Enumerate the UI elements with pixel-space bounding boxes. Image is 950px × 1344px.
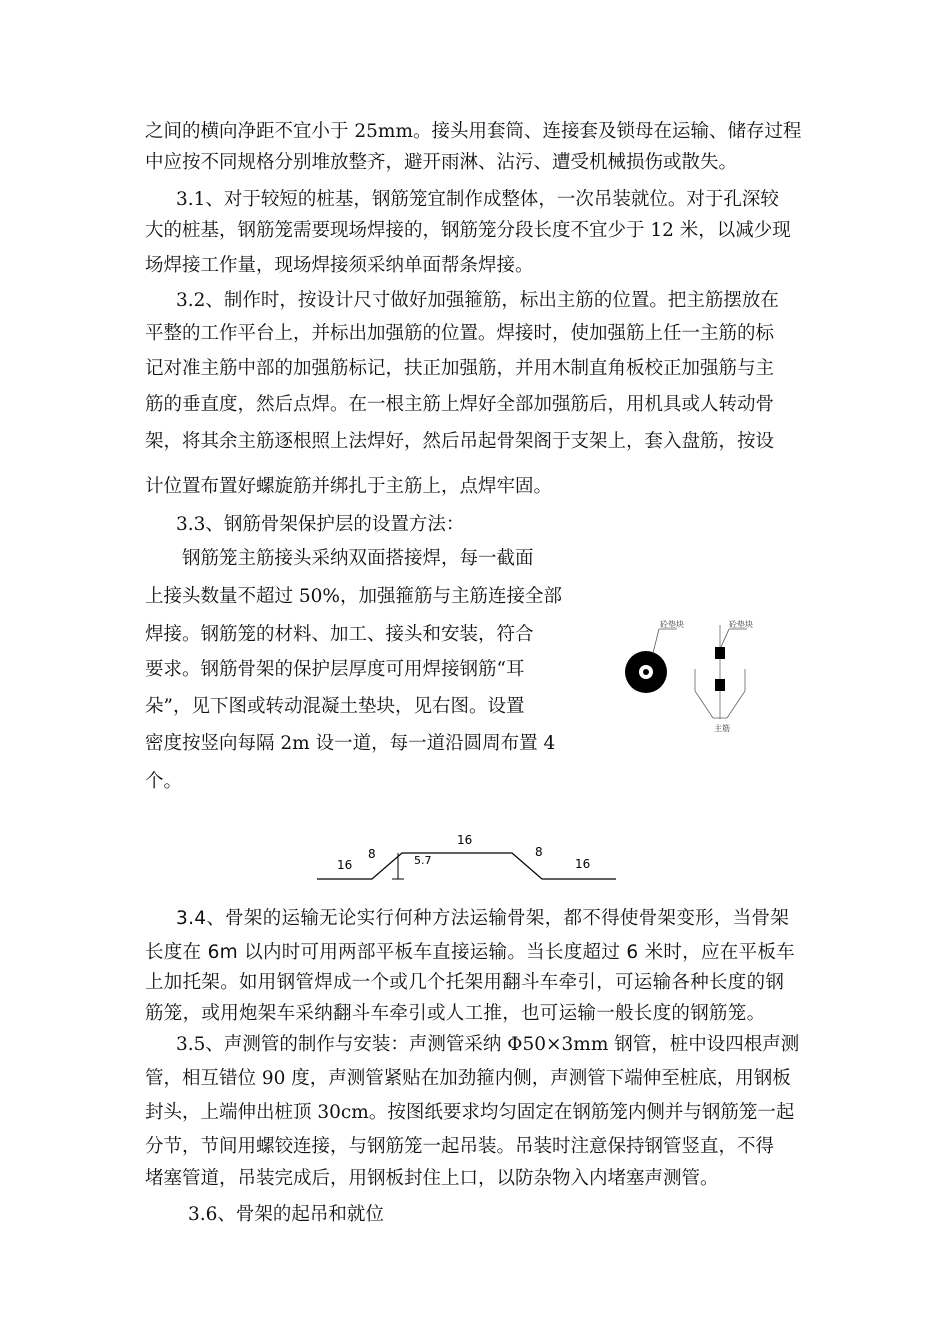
ear-seg-left-slope: 8 [368, 847, 376, 861]
paragraph-3-2-line: 3.2、制作时，按设计尺寸做好加强箍筋，标出主筋的位置。把主筋摆放在 [176, 290, 779, 311]
paragraph-3-6-heading: 3.6、骨架的起吊和就位 [188, 1204, 384, 1225]
text-line: 分节，节间用螺铰连接，与钢筋笼一起吊装。吊装时注意保持钢管竖直，不得 [145, 1136, 775, 1157]
spacer-disc-hole [643, 669, 649, 675]
text-line: 密度按竖向每隔 2m 设一道，每一道沿圆周布置 4 [145, 733, 556, 754]
text-line: 中应按不同规格分别堆放整齐，避开雨淋、沾污、遭受机械损伤或散失。 [145, 152, 738, 173]
text-line: 计位置布置好螺旋筋并绑扎于主筋上，点焊牢固。 [145, 476, 553, 497]
paragraph-3-4-line: 3.4、骨架的运输无论实行何种方法运输骨架，都不得使骨架变形，当骨架 [176, 908, 790, 929]
text-line: 上加托架。如用钢管焊成一个或几个托架用翻斗车牵引，可运输各种长度的钢 [145, 972, 785, 993]
ear-bar-outline [317, 853, 616, 879]
text-line: 管，相互错位 90 度，声测管紧贴在加劲箍内侧，声测管下端伸至桩底，用钢板 [145, 1068, 791, 1089]
spacer-block-bottom [715, 679, 725, 691]
text-line: 记对准主筋中部的加强筋标记，扶正加强筋，并用木制直角板校正加强筋与主 [145, 358, 775, 379]
paragraph-3-1-line: 3.1、对于较短的桩基，钢筋笼宜制作成整体，一次吊装就位。对于孔深较 [176, 189, 779, 210]
text-line: 筋笼，或用炮架车采纳翻斗车牵引或人工推，也可运输一般长度的钢筋笼。 [145, 1003, 766, 1024]
ear-seg-height: 5.7 [414, 854, 432, 867]
text-line: 之间的横向净距不宜小于 25mm。接头用套筒、连接套及锁母在运输、储存过程 [145, 121, 802, 142]
spacer-label-left: 砼垫块 [660, 620, 684, 629]
text-line: 平整的工作平台上，并标出加强筋的位置。焊接时，使加强筋上任一主筋的标 [145, 323, 775, 344]
text-line: 朵”，见下图或转动混凝土垫块，见右图。设置 [145, 696, 525, 717]
text-line: 封头，上端伸出桩顶 30cm。按图纸要求均匀固定在钢筋笼内侧并与钢筋笼一起 [145, 1102, 795, 1123]
spacer-block-top [715, 647, 725, 659]
text-line: 个。 [145, 771, 183, 792]
spacer-label-bottom: 主筋 [714, 724, 730, 733]
paragraph-3-3-heading: 3.3、钢筋骨架保护层的设置方法： [176, 514, 465, 535]
text-line: 筋的垂直度，然后点焊。在一根主筋上焊好全部加强筋后，用机具或人转动骨 [145, 394, 775, 415]
spacer-label-right: 砼垫块 [729, 620, 753, 629]
text-line: 大的桩基，钢筋笼需要现场焊接的，钢筋笼分段长度不宜少于 12 米，以减少现 [145, 220, 791, 241]
ear-bar-figure [310, 828, 630, 888]
text-line: 上接头数量不超过 50%，加强箍筋与主筋连接全部 [145, 586, 563, 607]
spacer-block-figure [615, 615, 775, 735]
ear-seg-right: 16 [575, 857, 591, 871]
text-line: 焊接。钢筋笼的材料、加工、接头和安装，符合 [145, 624, 534, 645]
ear-seg-left: 16 [337, 858, 353, 872]
ear-seg-right-slope: 8 [535, 845, 543, 859]
text-line: 场焊接工作量，现场焊接须采纳单面帮条焊接。 [145, 255, 534, 276]
text-line: 架，将其余主筋逐根照上法焊好，然后吊起骨架阁于支架上，套入盘筋，按设 [145, 431, 775, 452]
text-line: 长度在 6m 以内时可用两部平板车直接运输。当长度超过 6 米时，应在平板车 [145, 942, 795, 963]
paragraph-3-5-line: 3.5、声测管的制作与安装：声测管采纳 Φ50×3mm 钢管，桩中设四根声测 [176, 1034, 800, 1055]
text-line: 堵塞管道，吊装完成后，用钢板封住上口，以防杂物入内堵塞声测管。 [145, 1168, 719, 1189]
paragraph-3-3-line: 钢筋笼主筋接头采纳双面搭接焊，每一截面 [182, 548, 534, 569]
text-line: 要求。钢筋骨架的保护层厚度可用焊接钢筋“耳 [145, 659, 525, 680]
ear-seg-top: 16 [457, 833, 473, 847]
